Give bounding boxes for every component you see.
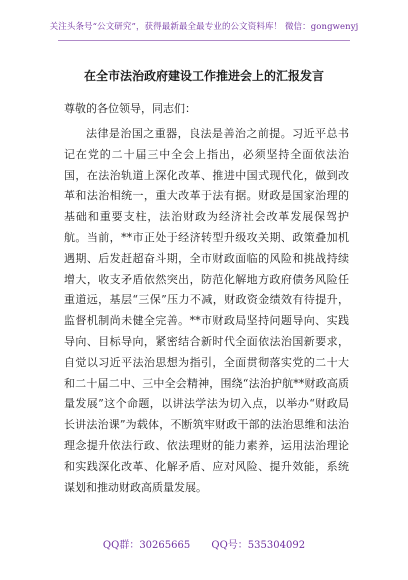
footer-qq-group: QQ群：30265665	[102, 540, 191, 551]
salutation: 尊敬的各位领导，同志们：	[64, 102, 196, 115]
body-paragraph: 法律是治国之重器，良法是善治之前提。习近平总书记在党的二十届三中全会上指出，必须坚持全面依法治国，在法治轨道上深化改革、推进中国式现代化，做到改革和法治相统一，重大改革于法有据。财政是国家治理的基础和重要支柱，法治财政为经济社会改革发展保驾护航。当前，**市正处于经济转型升级攻关期、政策叠加机遇期、后发赶超奋斗期，全市财政面临的风险和挑战持续增大，收支矛盾依然突出，防范化解地方政府债务风险任重道远，基层“三保”压力不减，财政资金绩效有待提升，监督机制尚未健全完善。**市财政局坚持问题导向、实践导向、目标导向，紧密结合新时代全面依法治国新要求，自觉以习近平法治思想为指引，全面贯彻落实党的二十大和二十届二中、三中全会精神，围绕“法治护航**财政高质量发展”这个命题，以讲法学法为切入点，以举办“财政局长讲法治课”为载体，不断筑牢财政干部的法治思维和法治理念提升依法行政、依法理财的能力素养，运用法治理论和实践深化改革、化解矛盾、应对风险、提升效能，系统谋划和推动财政高质量发展。	[64, 127, 349, 494]
header-banner: 关注头条号“公文研究”，获得最新最全最专业的公文资料库！ 微信：gongwenyj	[49, 22, 359, 32]
header-divider	[58, 40, 350, 41]
footer-qq-number: QQ号：535304092	[211, 540, 306, 551]
footer-contact	[0, 536, 408, 551]
document-title: 在全市法治政府建设工作推进会上的汇报发言	[83, 69, 324, 83]
